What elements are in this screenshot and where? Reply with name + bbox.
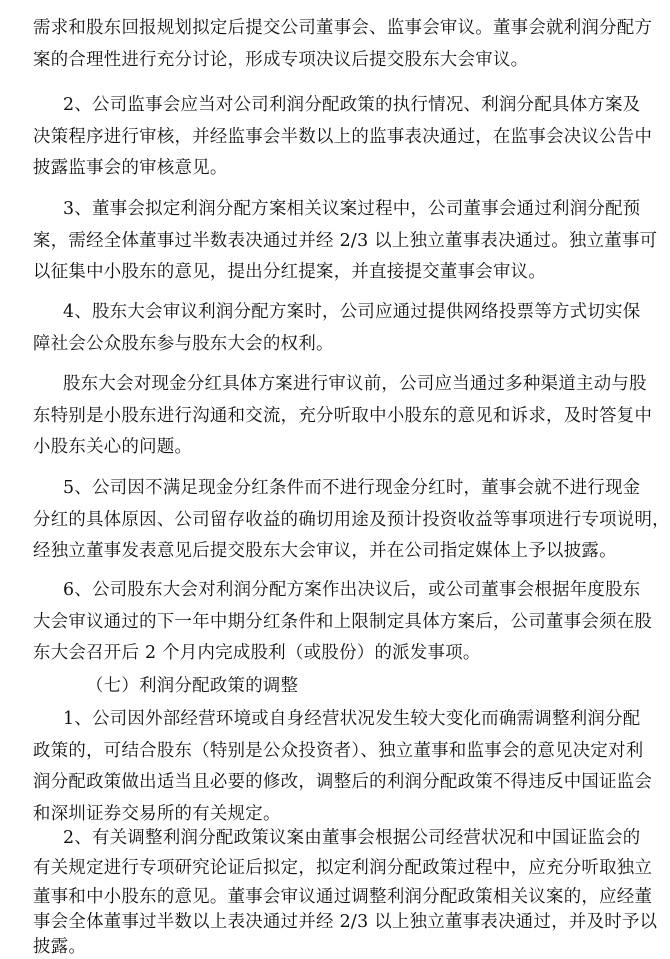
text-line: 润分配政策做出适当且必要的修改，调整后的利润分配政策不得违反中国证监会: [33, 772, 653, 792]
text-line: 6、公司股东大会对利润分配方案作出决议后，或公司董事会根据年度股东: [63, 580, 641, 600]
text-line: 2、公司监事会应当对公司利润分配政策的执行情况、利润分配具体方案及: [63, 95, 641, 115]
text-line: 东大会召开后 2 个月内完成股利（或股份）的派发事项。: [33, 643, 481, 663]
text-line: 障社会公众股东参与股东大会的权利。: [33, 334, 334, 354]
text-line: 披露监事会的审核意见。: [33, 158, 228, 178]
text-line: 案，需经全体董事过半数表决通过并经 2/3 以上独立董事表决通过。独立董事可: [33, 231, 658, 251]
text-line: 董事和中小股东的意见。董事会审议通过调整利润分配政策相关议案的，应经董: [33, 887, 653, 907]
text-line: 3、董事会拟定利润分配方案相关议案过程中，公司董事会通过利润分配预: [63, 199, 641, 219]
text-line: 2、有关调整利润分配政策议案由董事会根据公司经营状况和中国证监会的: [63, 828, 641, 848]
text-line: 案的合理性进行充分讨论，形成专项决议后提交股东大会审议。: [33, 50, 529, 70]
section-heading: （七）利润分配政策的调整: [86, 676, 299, 696]
text-line: 分红的具体原因、公司留存收益的确切用途及预计投资收益等事项进行专项说明，: [33, 510, 670, 530]
text-line: 4、股东大会审议利润分配方案时，公司应通过提供网络投票等方式切实保: [63, 302, 641, 322]
text-line: 小股东关心的问题。: [33, 437, 193, 457]
text-line: 以征集中小股东的意见，提出分红提案，并直接提交董事会审议。: [33, 262, 547, 282]
text-line: 需求和股东回报规划拟定后提交公司董事会、监事会审议。董事会就利润分配方: [33, 18, 653, 38]
text-line: 经独立董事发表意见后提交股东大会审议，并在公司指定媒体上予以披露。: [33, 541, 617, 561]
text-line: 股东大会对现金分红具体方案进行审议前，公司应当通过多种渠道主动与股: [63, 374, 647, 394]
text-line: 东特别是小股东进行沟通和交流，充分听取中小股东的意见和诉求，及时答复中: [33, 406, 653, 426]
text-line: 1、公司因外部经营环境或自身经营状况发生较大变化而确需调整利润分配: [63, 709, 641, 729]
text-line: 有关规定进行专项研究论证后拟定，拟定利润分配政策过程中，应充分听取独立: [33, 858, 653, 878]
text-line: 大会审议通过的下一年中期分红条件和上限制定具体方案后，公司董事会须在股: [33, 612, 653, 632]
text-line: 决策程序进行审核，并经监事会半数以上的监事表决通过，在监事会决议公告中: [33, 127, 653, 147]
text-line: 和深圳证券交易所的有关规定。: [33, 804, 281, 824]
text-line: 披露。: [33, 937, 87, 957]
text-line: 5、公司因不满足现金分红条件而不进行现金分红时，董事会就不进行现金: [63, 478, 641, 498]
text-line: 事会全体董事过半数以上表决通过并经 2/3 以上独立董事表决通过，并及时予以: [33, 912, 658, 932]
text-line: 政策的，可结合股东（特别是公众投资者）、独立董事和监事会的意见决定对利: [33, 741, 644, 761]
